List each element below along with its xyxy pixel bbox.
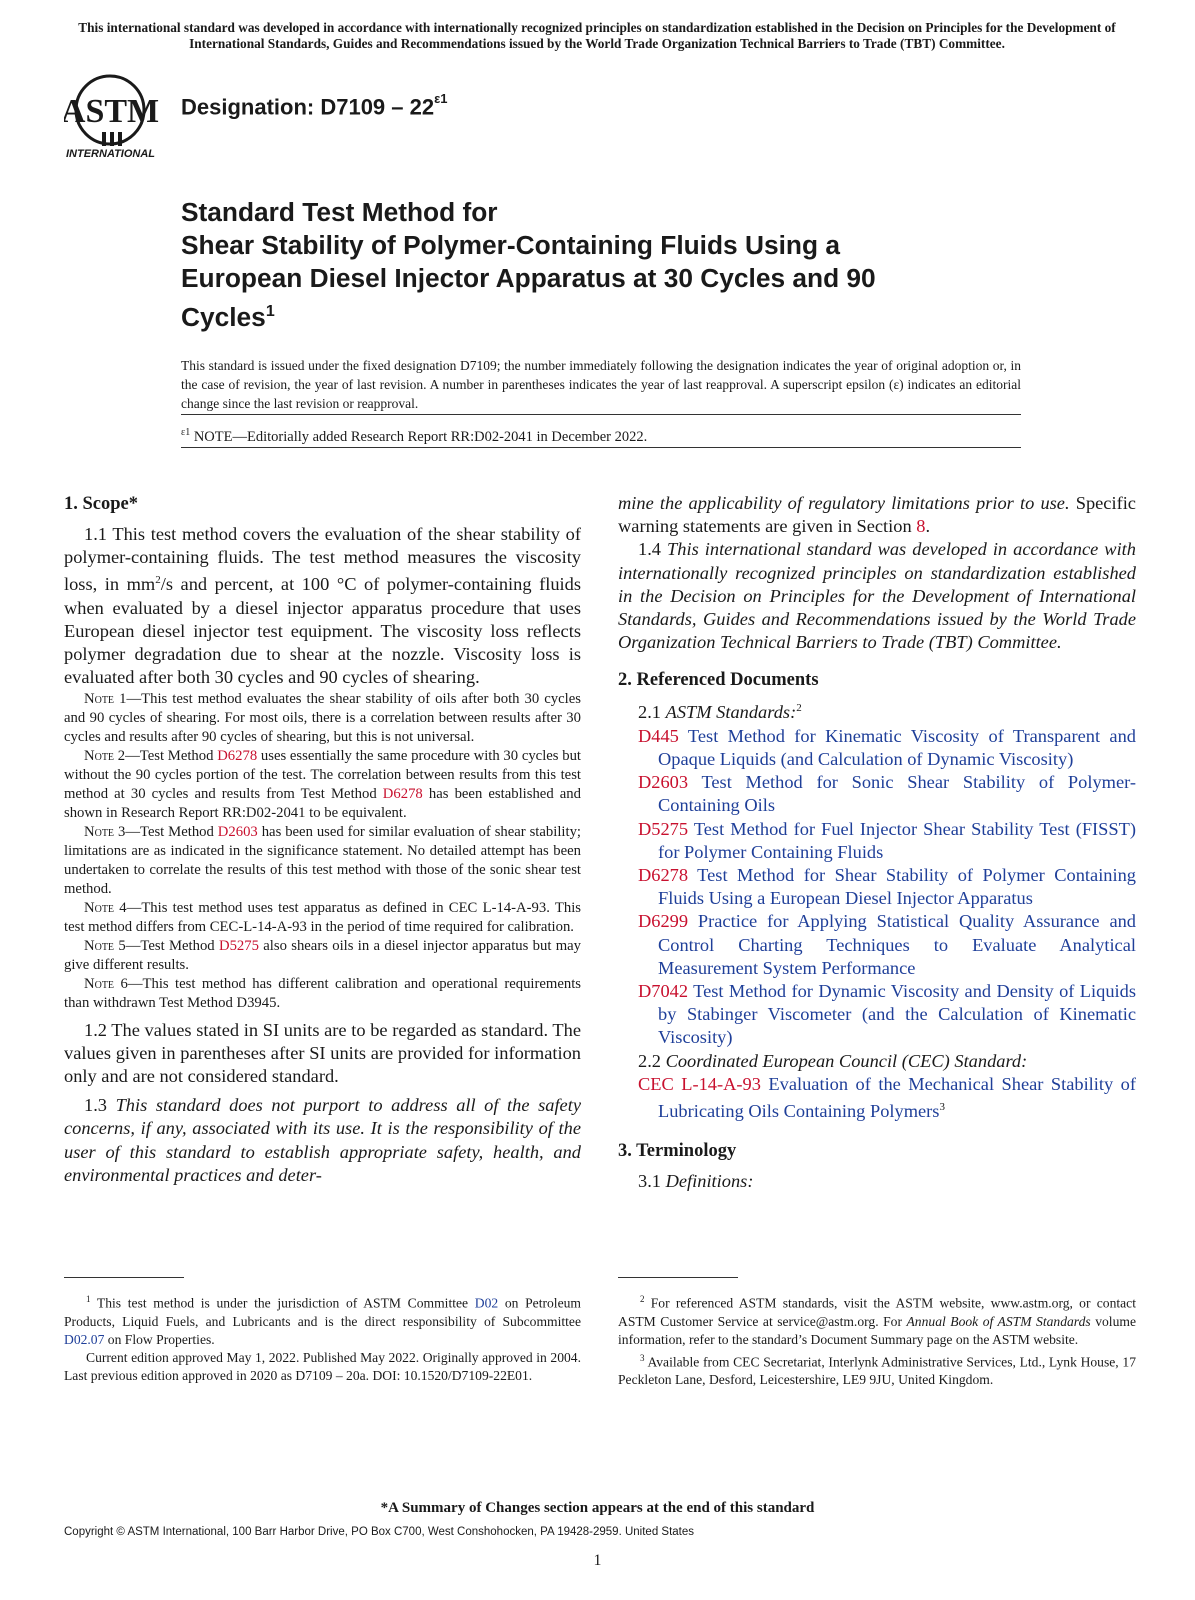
title-line-4-text: Cycles (181, 301, 266, 332)
footnote-2-text-b: volume information, refer to the standard’s Document Summary page on the ASTM website. (618, 1313, 1136, 1347)
reference-title[interactable]: Practice for Applying Statistical Quality Assurance and Control Charting Techniques to Evaluate Analytical Measurement System Performance (658, 911, 1136, 978)
divider (181, 414, 1021, 415)
reference-title[interactable]: Test Method for Sonic Shear Stability of Polymer-Containing Oils (658, 772, 1136, 816)
footnote-1-text-b: on Petroleum Products, Liquid Fuels, and Lubricants and is the direct responsibility of Subcommittee (64, 1295, 581, 1329)
note-4-label: Note 4 (84, 899, 127, 916)
reference-code[interactable]: D2603 (638, 772, 689, 793)
link-d02-07[interactable]: D02.07 (64, 1331, 105, 1347)
reference-item[interactable] (638, 864, 1136, 910)
footnote-1-text-a: This test method is under the jurisdiction of ASTM Committee (90, 1295, 475, 1311)
note-5-text-b: also shears oils in a diesel injector apparatus but may give different results. (64, 937, 582, 973)
sub-text: Definitions: (665, 1171, 754, 1192)
footnote-rule-right (618, 1277, 738, 1278)
divider (181, 447, 1021, 448)
note-1 (64, 690, 581, 747)
footnote-3-mark: 3 (640, 1352, 645, 1363)
sub-number: 3.1 (638, 1171, 666, 1192)
copyright: Copyright © ASTM International, 100 Barr Harbor Drive, PO Box C700, West Conshohocken, PA 19428-2959. United States (64, 1526, 695, 1538)
summary-of-changes-note: *A Summary of Changes section appears at the end of this standard (380, 1500, 815, 1516)
p1-4-number: 1.4 (638, 539, 668, 560)
p1-3-tail: mine the applicability of regulatory limitations prior to use. (618, 493, 1070, 513)
note-6-text: —This test method has different calibration and operational requirements than withdrawn Test Method D3945. (64, 975, 582, 1011)
title-line-2: Shear Stability of Polymer-Containing Fluids Using a (181, 230, 840, 260)
issue-statement: This standard is issued under the fixed designation D7109; the number immediately following the designation indicates the year of original adoption or, in the case of revision, the year of last revision. A number in parentheses indicates the year of last reapproval. A superscript epsilon (ε) indicates an editorial change since the last revision or reapproval. (181, 358, 1021, 411)
terminology-heading: 3. Terminology (618, 1141, 737, 1162)
paragraph-1-1 (64, 523, 581, 690)
paragraph-1-2: 1.2 The values stated in SI units are to be regarded as standard. The values given in parentheses after SI units are provided for information only and are not considered standard. (64, 1019, 581, 1086)
footnote-2-mark: 2 (640, 1294, 645, 1304)
note-6-label: Note 6 (84, 975, 128, 992)
footnote-2-text-a: For referenced ASTM standards, visit the ASTM website, www.astm.org, or contact ASTM Customer Service at service@astm.org. For (618, 1295, 1136, 1329)
left-column (64, 492, 581, 1187)
p1-1-sup: 2 (155, 574, 161, 587)
note-3-text-b: has been used for similar evaluation of shear stability; limitations are as indicated in the significance statement. No detailed attempt has been undertaken to correlate the results of this test method with those of the sonic shear test method. (64, 823, 582, 897)
footnote-1-mark: 1 (86, 1294, 91, 1304)
title-line-3: European Diesel Injector Apparatus at 30 Cycles and 90 (181, 263, 876, 293)
paragraph-1-3-continued (618, 492, 1136, 538)
link-d6278[interactable]: D6278 (382, 785, 423, 802)
note-3-text-a: —Test Method (125, 823, 218, 840)
designation (181, 91, 448, 120)
reference-list (618, 725, 1136, 1050)
reference-cec[interactable] (638, 1073, 1136, 1124)
reference-code[interactable]: D7042 (638, 980, 689, 1001)
document-title (181, 196, 981, 334)
link-d2603[interactable]: D2603 (217, 823, 258, 840)
sub2-number: 2.2 (638, 1050, 666, 1071)
sub2-text: Coordinated European Council (CEC) Standard: (665, 1050, 1028, 1071)
reference-item[interactable] (638, 725, 1136, 771)
link-section-8[interactable]: 8 (916, 516, 926, 537)
p1-3-number: 1.3 (84, 1095, 116, 1116)
reference-title[interactable]: Test Method for Dynamic Viscosity and Density of Liquids by Stabinger Viscometer (and the Calculation of Kinematic Viscosity) (658, 980, 1136, 1048)
astm-logo (64, 70, 174, 166)
reference-title[interactable]: Test Method for Fuel Injector Shear Stability Test (FISST) for Polymer Containing Fluids (658, 818, 1136, 862)
note-4 (64, 899, 581, 937)
sub1-text: ASTM Standards: (665, 702, 797, 723)
reference-code[interactable]: D5275 (638, 818, 689, 839)
title-footnote-mark: 1 (265, 303, 275, 320)
designation-label: Designation: D7109 – 22 (181, 94, 435, 120)
p1-4-text: This international standard was developed in accordance with internationally recognized principles on standardization established in the Decision on Principles for the Development of International Standards, Guides and Recommendations issued by the World Trade Organization Technical Barriers to Trade (TBT) Committee. (618, 539, 1136, 653)
reference-sup: 3 (939, 1101, 945, 1113)
editorial-note (181, 427, 647, 446)
footnote-2-italic: Annual Book of ASTM Standards (906, 1313, 1091, 1329)
p1-1-text: 1.1 This test method covers the evaluation of the shear stability of polymer-containing fluids. The test method measures the viscosity loss, in mm (64, 524, 581, 595)
reference-title[interactable]: Evaluation of the Mechanical Shear Stability of Lubricating Oils Containing Polymers (658, 1073, 1136, 1122)
editorial-note-text: NOTE—Editorially added Research Report RR:D02-2041 in December 2022. (190, 428, 648, 445)
note-5-label: Note 5 (84, 937, 126, 954)
footnote-1 (64, 1290, 581, 1349)
designation-sup: ε1 (434, 91, 448, 106)
p1-3-text: This standard does not purport to address all of the safety concerns, if any, associated with its use. It is the responsibility of the user of this standard to establish appropriate safety, health, and environmental practices and deter- (64, 1095, 581, 1185)
link-d6278[interactable]: D6278 (217, 747, 258, 764)
footnotes-right (618, 1290, 1136, 1389)
footnote-3-text: Available from CEC Secretariat, Interlynk Administrative Services, Ltd., Lynk House, 17 Peckleton Lane, Desford, Leicestershire, LE9 9JU, United Kingdom. (618, 1354, 1136, 1388)
note-2-label: Note 2 (84, 747, 126, 764)
page-number: 1 (593, 1552, 602, 1569)
referenced-documents-heading: 2. Referenced Documents (618, 670, 819, 691)
footnote-2 (618, 1290, 1136, 1349)
note-4-text: —This test method uses test apparatus as defined in CEC L-14-A-93. This test method differs from CEC-L-14-A-93 in the period of time required for calibration. (64, 899, 581, 935)
definitions-subheading (618, 1170, 1136, 1193)
sub1-sup: 2 (796, 702, 802, 715)
reference-item[interactable] (638, 818, 1136, 864)
footnote-3 (618, 1349, 1136, 1390)
note-2-text-a: —Test Method (125, 747, 218, 764)
top-notice: This international standard was developed in accordance with internationally recognized principles on standardization established in the Decision on Principles for the Development of International Standards, Guides and Recommendations issued by the World Trade Organization Technical Barriers to Trade (TBT) Committee. (78, 20, 1116, 51)
link-d02[interactable]: D02 (474, 1295, 499, 1311)
sub1-number: 2.1 (638, 702, 666, 723)
footnote-rule-left (64, 1277, 184, 1278)
note-5 (64, 937, 581, 975)
title-line-4 (181, 295, 981, 334)
note-2 (64, 747, 581, 823)
p1-3-warning: Specific warning statements are given in Section (618, 493, 1136, 537)
footnote-1-edition: Current edition approved May 1, 2022. Published May 2022. Originally approved in 2004. Last previous edition approved in 2020 as D7109 – 20a. DOI: 10.1520/D7109-22E01. (64, 1349, 581, 1383)
logo-subtitle: INTERNATIONAL (66, 148, 156, 160)
paragraph-1-4 (618, 538, 1136, 654)
note-6 (64, 975, 581, 1013)
note-3 (64, 823, 581, 899)
cec-standard-subheading (618, 1050, 1136, 1073)
reference-item[interactable] (638, 980, 1136, 1050)
title-line-1: Standard Test Method for (181, 197, 498, 227)
right-column (618, 492, 1136, 1194)
note-1-text: —This test method evaluates the shear stability of oils after both 30 cycles and 90 cycles of shearing. For most oils, there is a correlation between results after 30 cycles and results after 90 cycles of shearing, but this is not universal. (64, 690, 581, 745)
scope-heading: 1. Scope* (64, 494, 138, 514)
note-1-label: Note 1 (84, 690, 127, 707)
footnote-1-text-c: on Flow Properties. (104, 1331, 215, 1347)
p1-3-period: . (925, 516, 931, 537)
reference-code[interactable]: D6299 (638, 911, 689, 932)
reference-code[interactable]: D445 (638, 725, 679, 746)
note-2-text-b: uses essentially the same procedure with 30 cycles but without the 90 cycles portion of the test. The correlation between results from this test method at 30 cycles and results from Test Method (64, 747, 581, 802)
reference-title[interactable]: Test Method for Shear Stability of Polymer Containing Fluids Using a European Diesel Injector Apparatus (658, 864, 1136, 909)
link-d5275[interactable]: D5275 (218, 937, 259, 954)
astm-standards-subheading (618, 697, 1136, 724)
reference-item[interactable] (638, 771, 1136, 817)
reference-code[interactable]: CEC L-14-A-93 (638, 1073, 761, 1094)
note-3-label: Note 3 (84, 823, 126, 840)
footnotes-left (64, 1290, 581, 1385)
svg-text:ASTM: ASTM (64, 93, 160, 130)
editorial-note-sup: ε1 (181, 427, 191, 438)
reference-item[interactable] (638, 910, 1136, 980)
note-5-text-a: —Test Method (125, 937, 219, 954)
note-2-text-c: has been established and shown in Research Report RR:D02-2041 to be equivalent. (64, 785, 581, 821)
p1-1-text-b: /s and percent, at 100 °C of polymer-containing fluids when evaluated by a diesel injector apparatus procedure that uses European diesel injector test equipment. The viscosity loss reflects polymer degradation due to shear at the nozzle. Viscosity loss is evaluated after both 30 cycles and 90 cycles of shearing. (64, 574, 581, 688)
paragraph-1-3 (64, 1094, 581, 1187)
reference-code[interactable]: D6278 (638, 864, 689, 885)
reference-title[interactable]: Test Method for Kinematic Viscosity of Transparent and Opaque Liquids (and Calculation of Dynamic Viscosity) (658, 725, 1136, 769)
